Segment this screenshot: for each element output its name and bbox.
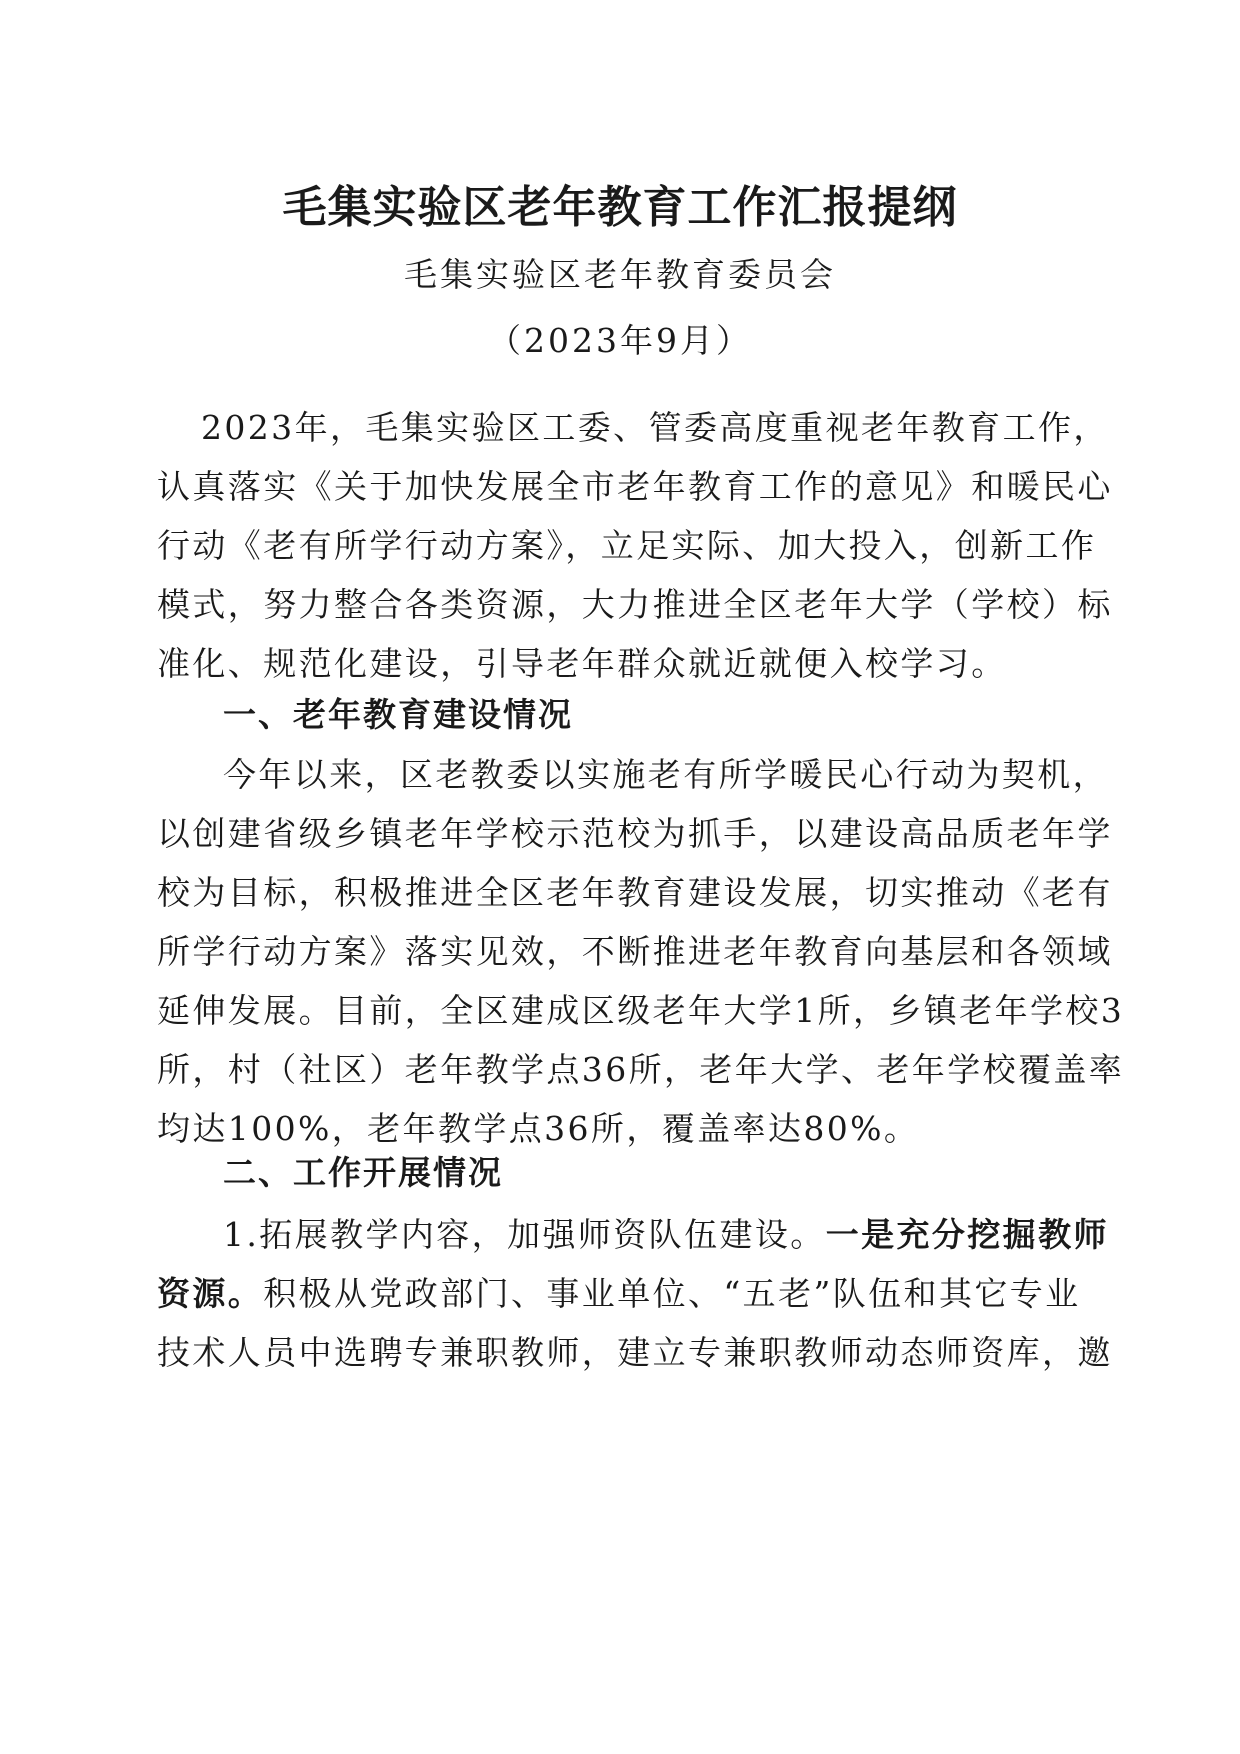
document-title: 毛集实验区老年教育工作汇报提纲 [282, 182, 958, 233]
section1-paragraph [157, 745, 1125, 1158]
intro-paragraph [157, 398, 1113, 693]
section2-paragraph [157, 1205, 1113, 1382]
paragraph-line: 均达100%，老年教学点36所，覆盖率达80%。 [157, 1109, 920, 1148]
section-heading: 二、工作开展情况 [223, 1153, 503, 1192]
item-text: 1.拓展教学内容，加强师资队伍建设。 [223, 1215, 826, 1254]
paragraph-line: 认真落实《关于加快发展全市老年教育工作的意见》和暖民心 [157, 467, 1113, 506]
paragraph-line: 所，村（社区）老年教学点36所，老年大学、老年学校覆盖率 [157, 1050, 1125, 1089]
paragraph-line: 校为目标，积极推进全区老年教育建设发展，切实推动《老有 [157, 873, 1113, 912]
paragraph-line: 今年以来，区老教委以实施老有所学暖民心行动为契机， [223, 755, 1108, 794]
paragraph-line: 技术人员中选聘专兼职教师，建立专兼职教师动态师资库，邀 [157, 1333, 1113, 1372]
document-date: （2023年9月） [488, 321, 752, 360]
paragraph-line [157, 1264, 1081, 1323]
paragraph-line: 准化、规范化建设，引导老年群众就近就便入校学习。 [157, 644, 1007, 683]
paragraph-line: 模式，努力整合各类资源，大力推进全区老年大学（学校）标 [157, 585, 1113, 624]
item-emphasis: 一是充分挖掘教师 [825, 1215, 1109, 1254]
paragraph-line: 延伸发展。目前，全区建成区级老年大学1所，乡镇老年学校3 [157, 991, 1125, 1030]
paragraph-line: 行动《老有所学行动方案》，立足实际、加大投入，创新工作 [157, 526, 1097, 565]
paragraph-line: 2023年，毛集实验区工委、管委高度重视老年教育工作， [201, 408, 1109, 447]
item-text: 积极从党政部门、事业单位、“五老”队伍和其它专业 [263, 1274, 1081, 1313]
item-emphasis: 资源。 [157, 1274, 264, 1313]
paragraph-line [157, 1205, 1109, 1264]
paragraph-line: 以创建省级乡镇老年学校示范校为抓手，以建设高品质老年学 [157, 814, 1113, 853]
section-heading: 一、老年教育建设情况 [223, 695, 573, 734]
document-subtitle: 毛集实验区老年教育委员会 [404, 255, 836, 294]
paragraph-line: 所学行动方案》落实见效，不断推进老年教育向基层和各领域 [157, 932, 1113, 971]
